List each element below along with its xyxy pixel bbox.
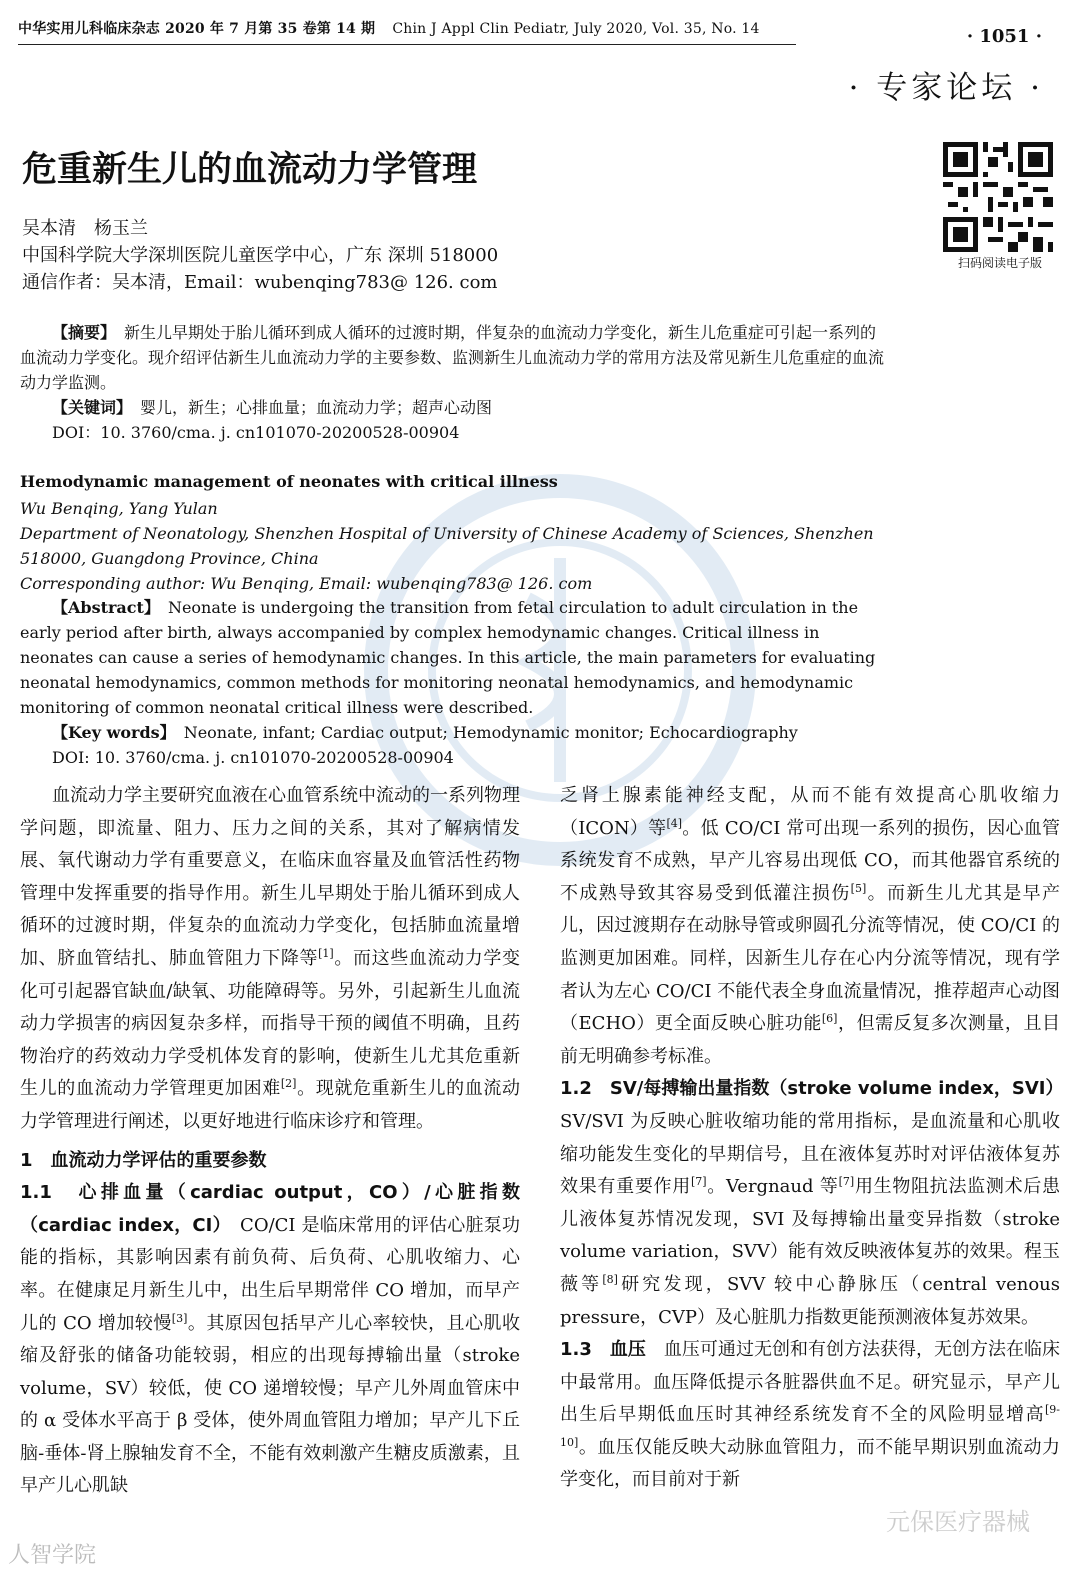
qr-code-icon: [942, 142, 1054, 252]
ref-6[interactable]: [6]: [821, 1012, 838, 1026]
header-cn: 中华实用儿科临床杂志 2020 年 7 月第 35 卷第 14 期: [18, 21, 376, 37]
abstract-cn-text: 新生儿早期处于胎儿循环到成人循环的过渡时期，伴复杂的血流动力学变化，新生儿危重症可引起一系列的血流动力学变化。现介绍评估新生儿血流动力学的主要参数、监测新生儿血流动力学的常用方法及常见新生儿危重症的血流动力学监测。: [20, 323, 885, 392]
ref-9-10[interactable]: [9-10]: [560, 1403, 1060, 1449]
watermark-right: 元保医疗器械: [886, 1508, 1030, 1536]
body-text: 血压可通过无创和有创方法获得，无创方法在临床中最常用。血压降低提示各脏器供血不足。研究显示，早产儿出生后早期低血压时其神经系统发育不全的风险明显增高: [560, 1339, 1061, 1426]
body-text: CO/CI 是临床常用的评估心脏泵功能的指标，其影响因素有前负荷、后负荷、心肌收缩力、心率。在健康足月新生儿中，出生后早期常伴 CO 增加，而早产儿的 CO 增加较慢: [20, 1214, 520, 1334]
abstract-en-text: Neonate is undergoing the transition from fetal circulation to adult circulation in the early period after birth, always accompanied by complex hemodynamic changes. Critical illness in neonates can cause a series of hemodynamic changes. In this article, the main parameters for evaluating neonatal hemodynamics, common methods for monitoring neonatal hemodynamics, and hemodynamic monitoring of common neonatal critical illness were described.: [20, 598, 876, 717]
abstract-cn-label: 【摘要】: [52, 323, 109, 342]
ref-7b[interactable]: [7]: [838, 1175, 855, 1189]
ref-7[interactable]: [7]: [690, 1175, 707, 1189]
body-text: 。而这些血流动力学变化可引起器官缺血/缺氧、功能障碍等。另外，引起新生儿血流动力学损害的病因复杂多样，而指导干预的阈值不明确，且药物治疗的药效动力学受机体发育的影响，使新生儿尤其危重新生儿的血流动力学管理更加困难: [20, 947, 521, 1100]
authors-cn: 吴本清 杨玉兰: [22, 218, 148, 239]
left-column: [20, 780, 520, 1503]
body-text: 。现就危重新生儿的血流动力学管理进行阐述，以更好地进行临床诊疗和管理。: [20, 1078, 521, 1132]
keywords-en-label: 【Key words】: [52, 723, 168, 742]
ref-8[interactable]: [8]: [602, 1272, 618, 1286]
doi-en: DOI: 10. 3760/cma. j. cn101070-20200528-00904: [52, 748, 454, 767]
right-column: [560, 780, 1064, 1497]
correspondence-cn: 通信作者：吴本清，Email：wubenqing783@ 126. com: [22, 272, 498, 293]
section-heading-1-2: 1.2 SV/每搏输出量指数（stroke volume index，SVI）: [560, 1078, 1064, 1100]
abstract-en-label: 【Abstract】: [52, 598, 152, 617]
body-text: 。低 CO/CI 常可出现一系列的损伤，因心血管系统发育不成熟，早产儿容易出现低 CO，而其他器官系统的不成熟导致其容易受到低灌注损伤: [560, 817, 1060, 904]
keywords-cn: 婴儿，新生；心排血量；血流动力学；超声心动图: [140, 398, 493, 417]
body-text: SV/SVI 为反映心脏收缩功能的常用指标，是血流量和心肌收缩功能发生变化的早期信号，且在液体复苏时对评估液体复苏效果有重要作用: [560, 1110, 1060, 1198]
body-text: 。血压仅能反映大动脉血管阻力，而不能早期识别血流动力学变化，而目前对于新: [560, 1436, 1060, 1491]
ref-1[interactable]: [1]: [318, 946, 334, 960]
section-heading-1-3: 1.3 血压: [560, 1339, 646, 1361]
ref-5[interactable]: [5]: [850, 881, 867, 895]
keywords-en: Neonate, infant; Cardiac output; Hemodynamic monitor; Echocardiography: [183, 723, 798, 742]
body-text: 。Vergnaud 等: [706, 1176, 839, 1198]
body-text: 研究发现，SVV 较中心静脉压（central venous pressure，CVP）及心脏肌力指数更能预测液体复苏效果。: [560, 1273, 1060, 1328]
ref-4[interactable]: [4]: [666, 816, 683, 830]
body-text: 乏肾上腺素能神经支配，从而不能有效提高心肌收缩力（ICON）等: [560, 785, 1060, 839]
section-heading-1: 1 血流动力学评估的重要参数: [20, 1149, 267, 1171]
body-text: 。而新生儿尤其是早产儿，因过渡期存在动脉导管或卵圆孔分流等情况，使 CO/CI 的监测更加困难。同样，因新生儿存在心内分流等情况，现有学者认为左心 CO/CI 不能代表全身血流量情况，推荐超声心动图（ECHO）更全面反映心脏功能: [560, 882, 1061, 1035]
doi-cn: DOI：10. 3760/cma. j. cn101070-20200528-00904: [52, 423, 460, 442]
watermark-left: 人智学院: [8, 1543, 97, 1568]
body-text: 血流动力学主要研究血液在心血管系统中流动的一系列物理学问题，即流量、阻力、压力之间的关系，其对了解病情发展、氧代谢动力学有重要意义，在临床血容量及血管活性药物管理中发挥重要的指导作用。新生儿早期处于胎儿循环到成人循环的过渡时期，伴复杂的血流动力学变化，包括肺血流量增加、脐血管结扎、肺血管阻力下降等: [20, 785, 520, 969]
body-text: ，但需反复多次测量，且目前无明确参考标准。: [560, 1013, 1060, 1067]
english-affiliation: Department of Neonatology, Shenzhen Hospital of University of Chinese Academy of Sciences, Shenzhen 518000, Guangdong Province, China: [20, 524, 874, 568]
english-corresponding: Corresponding author: Wu Benqing, Email: wubenqing783@ 126. com: [20, 574, 593, 593]
qr-caption: 扫码阅读电子版: [957, 256, 1042, 270]
section-heading-1-1: 1.1 心排血量（cardiac output，CO）/心脏指数（cardiac index，CI）: [20, 1182, 520, 1236]
header-en: Chin J Appl Clin Pediatr, July 2020, Vol. 35, No. 14: [392, 21, 760, 37]
body-text: 用生物阻抗法监测术后患儿液体复苏情况发现，SVI 及每搏输出量变异指数（stroke volume variation，SVV）能有效反映液体复苏的效果。程玉薇等: [560, 1176, 1060, 1295]
english-authors: Wu Benqing, Yang Yulan: [20, 499, 218, 518]
abstract-en: [20, 595, 892, 770]
section-tag: · 专家论坛 ·: [848, 70, 1044, 106]
running-header: [18, 18, 796, 45]
affiliation-cn: 中国科学院大学深圳医院儿童医学中心，广东 深圳 518000: [22, 245, 499, 266]
ref-2[interactable]: [2]: [280, 1077, 297, 1091]
article-title: 危重新生儿的血流动力学管理: [22, 150, 478, 190]
abstract-cn: [20, 320, 892, 445]
page-number: · 1051 ·: [966, 26, 1042, 47]
keywords-cn-label: 【关键词】: [52, 398, 125, 417]
english-title: Hemodynamic management of neonates with critical illness: [20, 472, 558, 491]
ref-3[interactable]: [3]: [171, 1311, 188, 1325]
body-text: 。其原因包括早产儿心率较快，且心肌收缩及舒张的储备功能较弱，相应的出现每搏输出量（stroke volume，SV）较低，使 CO 递增较慢；早产儿外周血管床中的 α 受体水平高于 β 受体，使外周血管阻力增加；早产儿下丘脑-垂体-肾上腺轴发育不全，不能有效刺激产生糖皮质激素，且早产儿心肌缺: [20, 1312, 520, 1497]
